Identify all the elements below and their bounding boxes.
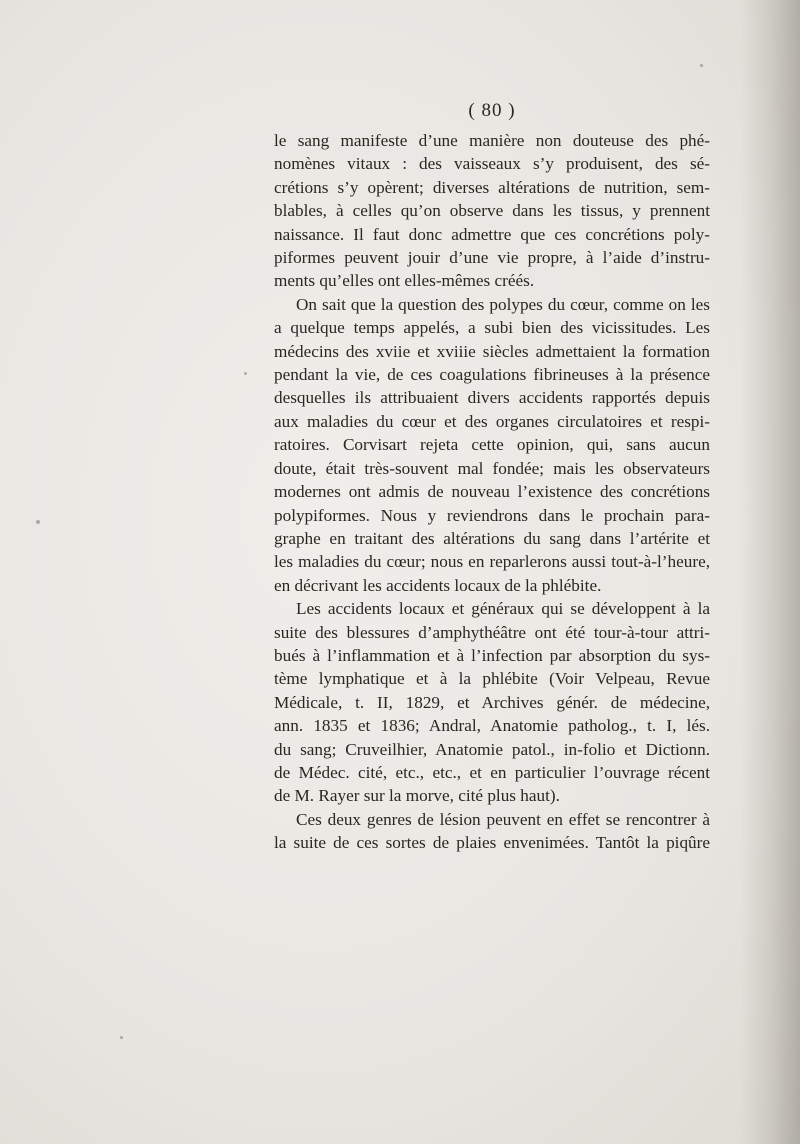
text-line: ratoires. Corvisart rejeta cette opinion, qui, sans aucun [274, 435, 710, 455]
text-line: naissance. Il faut donc admettre que ces concrétions poly- [274, 224, 710, 244]
text-line: de M. Rayer sur la morve, cité plus haut). [274, 786, 560, 806]
text-line: le sang manifeste d’une manière non douteuse des phé- [274, 131, 710, 150]
text-line: nomènes vitaux : des vaisseaux s’y produisent, des sé- [274, 154, 710, 174]
text-line: bués à l’inflammation et à l’infection par absorption du sys- [274, 645, 710, 665]
page-number: ( 80 ) [468, 100, 516, 121]
text-line: On sait que la question des polypes du cœur, comme on les [296, 294, 710, 314]
text-line: Médicale, t. II, 1829, et Archives génér. de médecine, [274, 692, 710, 712]
paragraph-4 [274, 808, 710, 855]
text-line: médecins des xviie et xviiie siècles admettaient la formation [274, 341, 710, 361]
text-line: crétions s’y opèrent; diverses altérations de nutrition, sem- [274, 177, 710, 197]
text-line: Ces deux genres de lésion peuvent en effet se rencontrer à [296, 809, 710, 829]
text-line: doute, était très-souvent mal fondée; mais les observateurs [274, 458, 710, 478]
text-line: pendant la vie, de ces coagulations fibrineuses à la présence [274, 365, 710, 385]
text-line: ments qu’elles ont elles-mêmes créés. [274, 271, 535, 291]
text-line: les maladies du cœur; nous en reparlerons aussi tout-à-l’heure, [274, 552, 710, 572]
text-line: aux maladies du cœur et des organes circulatoires et respi- [274, 411, 710, 431]
text-line: a quelque temps appelés, a subi bien des vicissitudes. Les [274, 318, 710, 338]
text-line: modernes ont admis de nouveau l’existence des concrétions [274, 482, 710, 502]
text-line: graphe en traitant des altérations du sang dans l’artérite et [274, 528, 710, 548]
text-line: Les accidents locaux et généraux qui se développent à la [296, 599, 710, 619]
text-line: tème lymphatique et à la phlébite (Voir Velpeau, Revue [274, 669, 710, 689]
paper-speck [36, 520, 40, 524]
text-line: blables, à celles qu’on observe dans les tissus, y prennent [274, 201, 710, 221]
paper-speck [244, 372, 247, 375]
text-line: polypiformes. Nous y reviendrons dans le prochain para- [274, 505, 710, 525]
body-text [274, 129, 710, 855]
text-line: en décrivant les accidents locaux de la phlébite. [274, 575, 602, 595]
text-line: desquelles ils attribuaient divers accidents rapportés depuis [274, 388, 710, 408]
paper-speck [700, 64, 703, 67]
paragraph-3 [274, 597, 710, 808]
text-line: de Médec. cité, etc., etc., et en particulier l’ouvrage récent [274, 762, 710, 782]
text-line: piformes peuvent jouir d’une vie propre, à l’aide d’instru- [274, 248, 710, 268]
paragraph-2 [274, 293, 710, 597]
text-line: la suite de ces sortes de plaies envenimées. Tantôt la piqûre [274, 833, 710, 853]
text-line: suite des blessures d’amphythéâtre ont été tour-à-tour attri- [274, 622, 710, 642]
paragraph-1 [274, 129, 710, 293]
paper-speck [120, 1036, 123, 1039]
text-line: du sang; Cruveilhier, Anatomie patol., in-folio et Dictionn. [274, 739, 710, 759]
text-line: ann. 1835 et 1836; Andral, Anatomie patholog., t. I, lés. [274, 716, 710, 736]
